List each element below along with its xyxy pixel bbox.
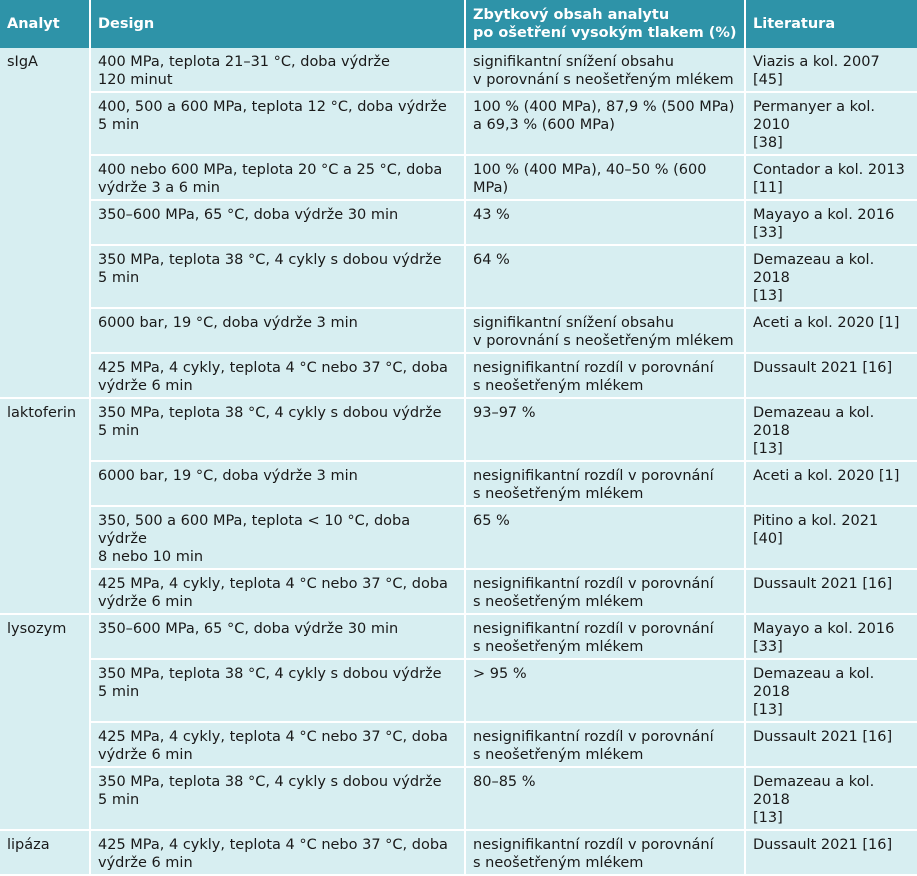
design-cell: 350–600 MPa, 65 °C, doba výdrže 30 min xyxy=(90,200,465,245)
table-row xyxy=(0,245,917,308)
literature-cell: Dussault 2021 [16] xyxy=(745,569,917,614)
literature-cell: Dussault 2021 [16] xyxy=(745,830,917,875)
table-row xyxy=(0,722,917,767)
design-cell: 350 MPa, teplota 38 °C, 4 cykly s dobou výdrže 5 min xyxy=(90,767,465,830)
design-cell: 350 MPa, teplota 38 °C, 4 cykly s dobou výdrže 5 min xyxy=(90,245,465,308)
table-row xyxy=(0,659,917,722)
table-row xyxy=(0,506,917,569)
literature-cell: Aceti a kol. 2020 [1] xyxy=(745,461,917,506)
header-design: Design xyxy=(90,0,465,48)
design-cell: 400 nebo 600 MPa, teplota 20 °C a 25 °C, doba výdrže 3 a 6 min xyxy=(90,155,465,200)
header-residual: Zbytkový obsah analytu po ošetření vysokým tlakem (%) xyxy=(465,0,745,48)
residual-cell: nesignifikantní rozdíl v porovnání s neošetřeným mlékem xyxy=(465,461,745,506)
table-row xyxy=(0,830,917,875)
analyte-cell: lysozym xyxy=(0,614,90,830)
design-cell: 400 MPa, teplota 21–31 °C, doba výdrže 120 minut xyxy=(90,48,465,92)
residual-cell: > 95 % xyxy=(465,659,745,722)
literature-cell: Permanyer a kol. 2010 [38] xyxy=(745,92,917,155)
residual-cell: 100 % (400 MPa), 87,9 % (500 MPa) a 69,3 % (600 MPa) xyxy=(465,92,745,155)
table-row xyxy=(0,200,917,245)
table-row xyxy=(0,155,917,200)
residual-cell: nesignifikantní rozdíl v porovnání s neošetřeným mlékem xyxy=(465,722,745,767)
literature-cell: Demazeau a kol. 2018 [13] xyxy=(745,659,917,722)
literature-cell: Contador a kol. 2013 [11] xyxy=(745,155,917,200)
header-literature: Literatura xyxy=(745,0,917,48)
table-row xyxy=(0,767,917,830)
design-cell: 350 MPa, teplota 38 °C, 4 cykly s dobou výdrže 5 min xyxy=(90,659,465,722)
design-cell: 6000 bar, 19 °C, doba výdrže 3 min xyxy=(90,308,465,353)
residual-cell: nesignifikantní rozdíl v porovnání s neošetřeným mlékem xyxy=(465,614,745,659)
design-cell: 350–600 MPa, 65 °C, doba výdrže 30 min xyxy=(90,614,465,659)
literature-cell: Pitino a kol. 2021 [40] xyxy=(745,506,917,569)
residual-cell: 64 % xyxy=(465,245,745,308)
residual-cell: 93–97 % xyxy=(465,398,745,461)
design-cell: 425 MPa, 4 cykly, teplota 4 °C nebo 37 °C, doba výdrže 6 min xyxy=(90,569,465,614)
residual-cell: 65 % xyxy=(465,506,745,569)
literature-cell: Dussault 2021 [16] xyxy=(745,722,917,767)
header-row xyxy=(0,0,917,48)
literature-cell: Mayayo a kol. 2016 [33] xyxy=(745,200,917,245)
table-row xyxy=(0,308,917,353)
residual-cell: 43 % xyxy=(465,200,745,245)
analyte-cell: lipáza xyxy=(0,830,90,875)
literature-cell: Demazeau a kol. 2018 [13] xyxy=(745,245,917,308)
literature-cell: Demazeau a kol. 2018 [13] xyxy=(745,398,917,461)
table-row xyxy=(0,461,917,506)
design-cell: 6000 bar, 19 °C, doba výdrže 3 min xyxy=(90,461,465,506)
literature-cell: Mayayo a kol. 2016 [33] xyxy=(745,614,917,659)
literature-cell: Dussault 2021 [16] xyxy=(745,353,917,398)
literature-cell: Demazeau a kol. 2018 [13] xyxy=(745,767,917,830)
design-cell: 425 MPa, 4 cykly, teplota 4 °C nebo 37 °C, doba výdrže 6 min xyxy=(90,722,465,767)
literature-cell: Viazis a kol. 2007 [45] xyxy=(745,48,917,92)
design-cell: 425 MPa, 4 cykly, teplota 4 °C nebo 37 °C, doba výdrže 6 min xyxy=(90,830,465,875)
literature-cell: Aceti a kol. 2020 [1] xyxy=(745,308,917,353)
analyte-cell: laktoferin xyxy=(0,398,90,614)
table-row xyxy=(0,614,917,659)
design-cell: 400, 500 a 600 MPa, teplota 12 °C, doba výdrže 5 min xyxy=(90,92,465,155)
table-row xyxy=(0,398,917,461)
residual-cell: signifikantní snížení obsahu v porovnání s neošetřeným mlékem xyxy=(465,308,745,353)
design-cell: 425 MPa, 4 cykly, teplota 4 °C nebo 37 °C, doba výdrže 6 min xyxy=(90,353,465,398)
residual-cell: nesignifikantní rozdíl v porovnání s neošetřeným mlékem xyxy=(465,353,745,398)
table-row xyxy=(0,48,917,92)
design-cell: 350 MPa, teplota 38 °C, 4 cykly s dobou výdrže 5 min xyxy=(90,398,465,461)
residual-cell: signifikantní snížení obsahu v porovnání s neošetřeným mlékem xyxy=(465,48,745,92)
residual-cell: nesignifikantní rozdíl v porovnání s neošetřeným mlékem xyxy=(465,830,745,875)
table-row xyxy=(0,569,917,614)
analyte-cell: sIgA xyxy=(0,48,90,398)
table-row xyxy=(0,92,917,155)
residual-cell: nesignifikantní rozdíl v porovnání s neošetřeným mlékem xyxy=(465,569,745,614)
table-row xyxy=(0,353,917,398)
residual-cell: 100 % (400 MPa), 40–50 % (600 MPa) xyxy=(465,155,745,200)
header-analyte: Analyt xyxy=(0,0,90,48)
design-cell: 350, 500 a 600 MPa, teplota < 10 °C, doba výdrže 8 nebo 10 min xyxy=(90,506,465,569)
residual-cell: 80–85 % xyxy=(465,767,745,830)
